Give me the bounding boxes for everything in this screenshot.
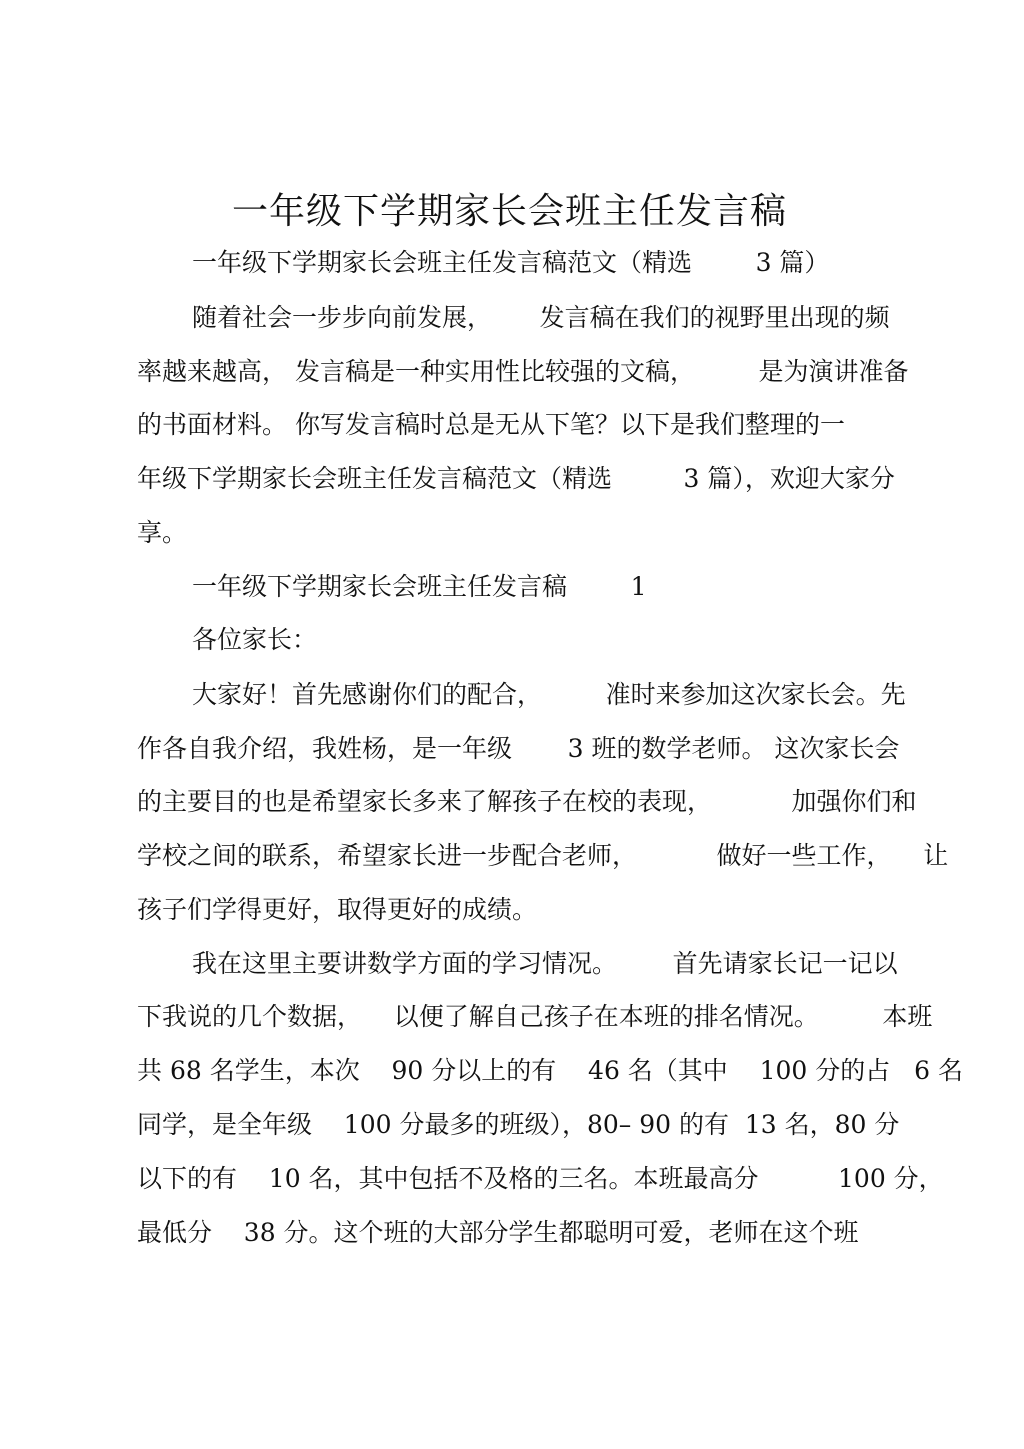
- paragraph-line: 学校之间的联系，希望家长进一步配合老师， 做好一些工作， 让: [137, 841, 949, 870]
- paragraph-line: 率越来越高， 发言稿是一种实用性比较强的文稿， 是为演讲准备: [137, 357, 909, 386]
- paragraph-line: 以下的有 10 名，其中包括不及格的三名。本班最高分 100 分，: [137, 1164, 944, 1193]
- paragraph-line: 孩子们学得更好，取得更好的成绩。: [137, 895, 538, 924]
- salutation: 各位家长：: [192, 625, 318, 654]
- paragraph-line: 最低分 38 分。这个班的大部分学生都聪明可爱，老师在这个班: [137, 1218, 859, 1247]
- paragraph-line: 下我说的几个数据， 以便了解自己孩子在本班的排名情况。 本班: [137, 1002, 933, 1031]
- paragraph-line: 的主要目的也是希望家长多来了解孩子在校的表现， 加强你们和: [137, 787, 917, 816]
- paragraph-line: 的书面材料。 你写发言稿时总是无从下笔？以下是我们整理的一: [137, 410, 845, 439]
- paragraph-line: 随着社会一步步向前发展， 发言稿在我们的视野里出现的频: [192, 303, 890, 332]
- paragraph-line: 享。: [137, 518, 188, 547]
- paragraph-line: 作各自我介绍，我姓杨，是一年级 3 班的数学老师。 这次家长会: [137, 734, 900, 763]
- paragraph-line: 我在这里主要讲数学方面的学习情况。 首先请家长记一记以: [192, 949, 898, 978]
- paragraph-line: 年级下学期家长会班主任发言稿范文（精选 3 篇），欢迎大家分: [137, 464, 895, 493]
- subtitle-line: 一年级下学期家长会班主任发言稿范文（精选 3 篇）: [192, 248, 830, 277]
- paragraph-line: 共 68 名学生，本次 90 分以上的有 46 名（其中 100 分的占 6 名: [137, 1056, 963, 1085]
- paragraph-line: 大家好！首先感谢你们的配合， 准时来参加这次家长会。先: [192, 680, 906, 709]
- section-heading: 一年级下学期家长会班主任发言稿 1: [192, 572, 647, 601]
- paragraph-line: 同学，是全年级 100 分最多的班级），80– 90 的有 13 名，80 分: [137, 1110, 900, 1139]
- document-title: 一年级下学期家长会班主任发言稿: [232, 191, 788, 232]
